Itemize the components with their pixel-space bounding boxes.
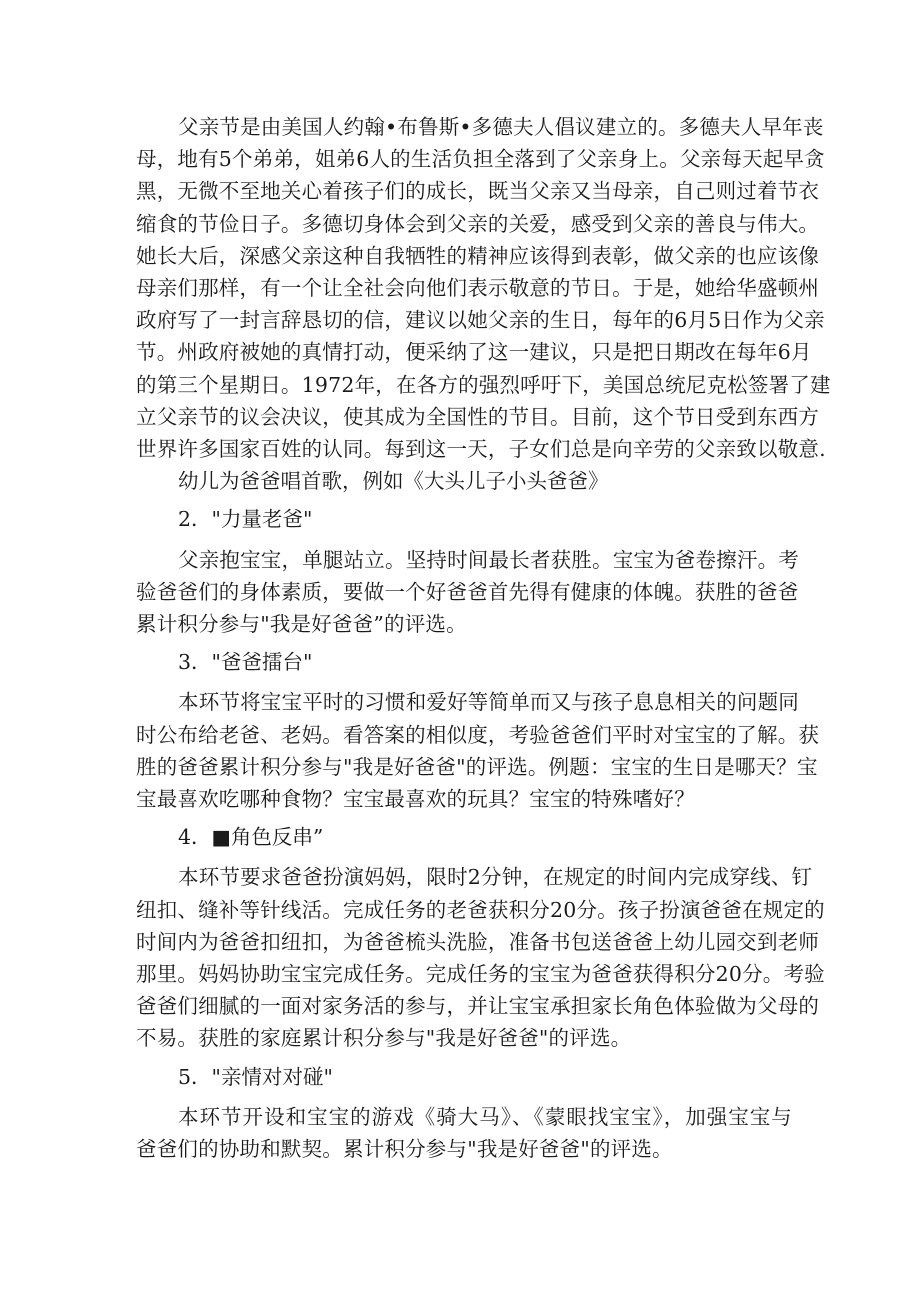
text-line: 那里。妈妈协助宝宝完成任务。完成任务的宝宝为爸爸获得积分20分。考验: [136, 962, 825, 987]
song-line: 幼儿为爸爸唱首歌，例如《大头儿子小头爸爸》: [178, 469, 609, 494]
text-line: 本环节开设和宝宝的游戏《骑大马》、《蒙眼找宝宝》，加强宝宝与: [178, 1104, 792, 1129]
section-heading: 4．■角色反串”: [178, 825, 324, 850]
text-line: 胜的爸爸累计积分参与"我是好爸爸"的评选。例题：宝宝的生日是哪天？宝: [136, 754, 818, 779]
text-line: 的第三个星期日。1972年，在各方的强烈呼吁下，美国总统尼克松签署了建: [136, 372, 831, 397]
text-line: 父亲抱宝宝，单腿站立。坚持时间最长者获胜。宝宝为爸卷擦汗。考: [178, 547, 799, 572]
text-line: 世界许多国家百姓的认同。每到这一天，子女们总是向辛劳的父亲致以敬意.: [136, 437, 826, 462]
text-line: 本环节将宝宝平时的习惯和爱好等简单而又与孩子息息相关的问题同: [178, 690, 799, 715]
text-line: 节。州政府被她的真情打动，便采纳了这一建议，只是把日期改在每年6月: [136, 340, 812, 365]
text-line: 本环节要求爸爸扮演妈妈，限时2分钟，在规定的时间内完成穿线、钉: [178, 865, 813, 890]
section-heading: 3．"爸爸擂台": [178, 650, 313, 675]
text-line: 宝最喜欢吃哪种食物？宝宝最喜欢的玩具？宝宝的特殊嗜好？: [136, 787, 695, 812]
document-page: [136, 111, 831, 1165]
text-line: 黑，无微不至地关心着孩子们的成长，既当父亲又当母亲，自己则过着节衣: [136, 179, 820, 204]
section-heading: 5．"亲情对对碰": [178, 1064, 333, 1089]
text-line: 爸爸们细腻的一面对家务活的参与，并让宝宝承担家长角色体验做为父母的: [136, 994, 820, 1019]
text-line: 时公布给老爸、老妈。看答案的相似度，考验爸爸们平时对宝宝的了解。获: [136, 722, 820, 747]
text-line: 立父亲节的议会决议，使其成为全国性的节目。目前，这个节日受到东西方: [136, 404, 820, 429]
text-line: 时间内为爸爸扣纽扣，为爸爸梳头洗脸，准备书包送爸爸上幼儿园交到老师: [136, 929, 820, 954]
text-line: 不易。获胜的家庭累计积分参与"我是好爸爸"的评选。: [136, 1026, 632, 1051]
section-heading: 2．"力量老爸": [178, 507, 313, 532]
text-line: 累计积分参与"我是好爸爸”的评选。: [136, 612, 467, 637]
intro-paragraph: [136, 111, 831, 465]
section-paragraph: [136, 1101, 792, 1165]
section-paragraph: [136, 686, 820, 815]
text-line: 父亲节是由美国人约翰•布鲁斯•多德夫人倡议建立的。多德夫人早年丧: [178, 115, 824, 139]
text-line: 缩食的节俭日子。多德切身体会到父亲的关爱，感受到父亲的善良与伟大。: [136, 211, 820, 236]
section-paragraph: [136, 861, 825, 1054]
text-line: 母，地有5个弟弟，姐弟6人的生活负担全落到了父亲身上。父亲每天起早贪: [136, 147, 825, 172]
section-paragraph: [136, 544, 799, 641]
text-line: 验爸爸们的身体素质，要做一个好爸爸首先得有健康的体魄。获胜的爸爸: [136, 579, 799, 604]
text-line: 母亲们那样，有一个让全社会向他们表示敬意的节日。于是，她给华盛顿州: [136, 276, 820, 301]
text-line: 爸爸们的协助和默契。累计积分参与"我是好爸爸"的评选。: [136, 1137, 673, 1162]
text-line: 纽扣、缝补等针线活。完成任务的老爸获积分20分。孩子扮演爸爸在规定的: [136, 897, 825, 922]
text-line: 政府写了一封言辞恳切的信，建议以她父亲的生日，每年的6月5日作为父亲: [136, 308, 825, 333]
text-line: 她长大后，深感父亲这种自我牺牲的精神应该得到表彰，做父亲的也应该像: [136, 243, 820, 268]
